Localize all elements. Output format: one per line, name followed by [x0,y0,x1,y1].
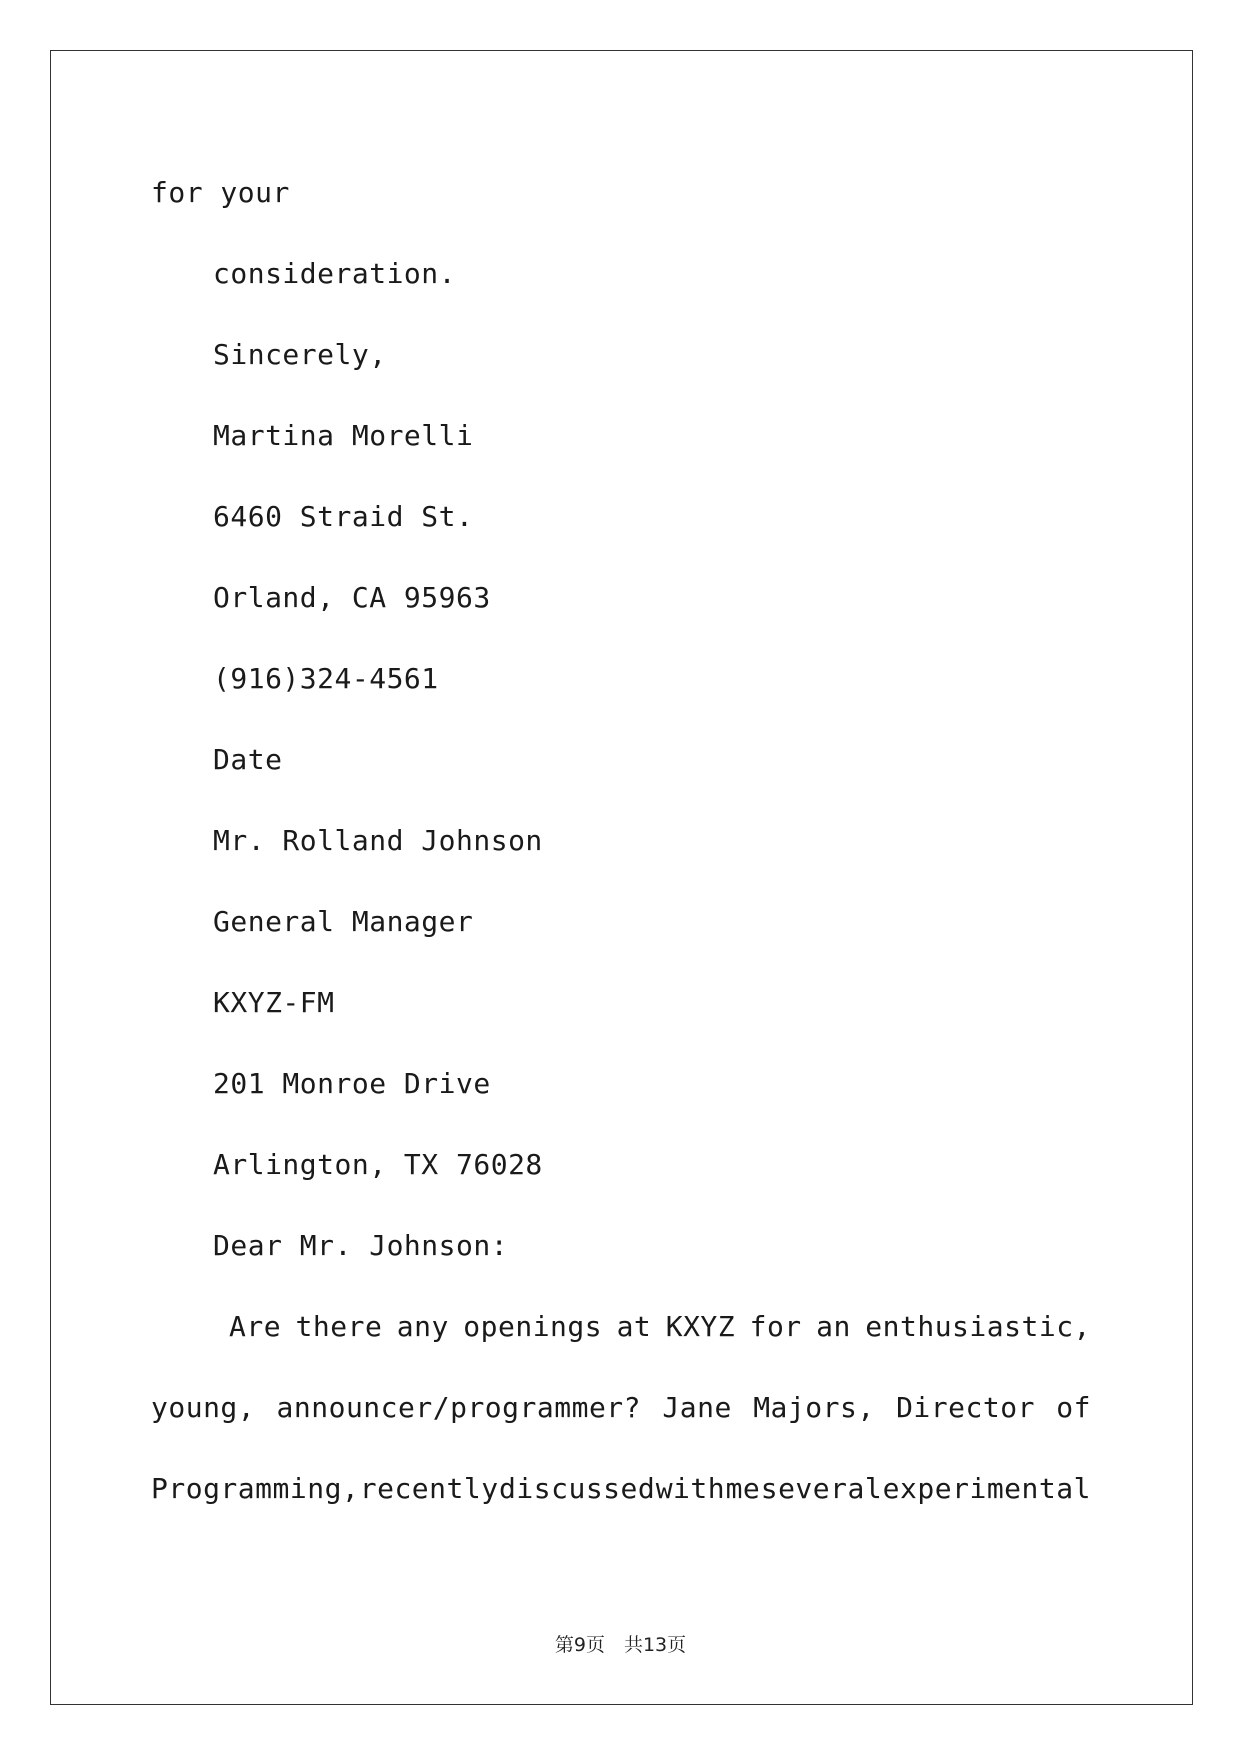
date-line: Date [213,743,283,776]
recipient-street: 201 Monroe Drive [213,1067,491,1100]
word: an [816,1310,851,1343]
greeting: Dear Mr. Johnson: [213,1229,509,1262]
word: announcer/programmer? [276,1391,642,1424]
word: there [295,1310,383,1343]
word: enthusiastic, [865,1310,1091,1343]
word: of [1056,1391,1091,1424]
word: KXYZ [665,1310,736,1343]
word: openings [463,1310,603,1343]
word: recently [359,1472,499,1505]
sender-phone: (916)324-4561 [213,662,439,695]
recipient-name: Mr. Rolland Johnson [213,824,543,857]
sender-name: Martina Morelli [213,419,474,452]
word: me [725,1472,761,1505]
word: any [396,1310,449,1343]
word: Jane [662,1391,732,1424]
word: several [760,1472,883,1505]
word: Programming, [151,1472,360,1505]
closing-salutation: Sincerely, [213,338,387,371]
text-line-consideration: consideration. [213,257,457,290]
word: Director [896,1391,1035,1424]
recipient-title: General Manager [213,905,474,938]
word: discussed [499,1472,656,1505]
page-number-footer: 第9页 共13页 [554,1634,687,1656]
word: experimental [882,1472,1091,1505]
word: Majors, [753,1391,875,1424]
page-frame [50,50,1193,1705]
word: at [616,1310,652,1343]
body-paragraph-line-1 [229,1310,1091,1344]
word: with [655,1472,726,1505]
recipient-company: KXYZ-FM [213,986,335,1019]
recipient-city: Arlington, TX 76028 [213,1148,543,1181]
body-paragraph-line-2 [151,1391,1091,1425]
word: Are [229,1310,282,1343]
sender-street: 6460 Straid St. [213,500,474,533]
word: for [749,1310,802,1343]
word: young, [151,1391,256,1424]
body-paragraph-line-3 [151,1472,1091,1506]
text-line-for-your: for your [151,176,290,209]
sender-city: Orland, CA 95963 [213,581,491,614]
